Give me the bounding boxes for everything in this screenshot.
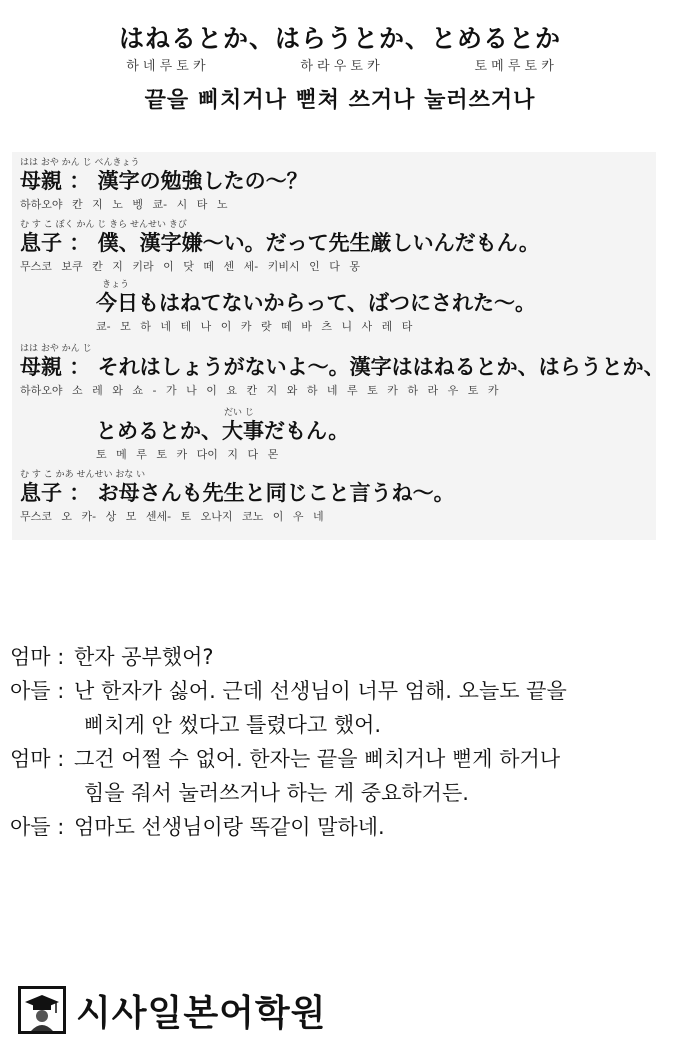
translation-text: 삐치게 안 썼다고 틀렸다고 했어. [84, 713, 382, 737]
korean-pronunciation: 하하오야 칸 지 노 벵 쿄- 시 타 노 [20, 198, 228, 211]
korean-pronunciation: 토 메 루 토 카 다이 지 다 몬 [96, 448, 279, 461]
korean-pronunciation: 하하오야 소 레 와 쇼 - 가 나 이 요 칸 지 와 하 네 루 토 카 하 라 우 토 카 [20, 384, 499, 397]
translation-line [10, 674, 670, 708]
furigana: はは おや かん じ [20, 344, 92, 354]
korean-pronunciation: 쿄- 모 하 네 테 나 이 카 랏 떼 바 츠 니 사 레 타 [96, 320, 413, 333]
dialogue-line-mother-2-cont: とめるとか、大事だもん。 [96, 419, 350, 443]
korean-translation [10, 640, 670, 844]
furigana: む す こ ぼく かん じ きら せんせい きび [20, 220, 187, 230]
translation-text: 난 한자가 싫어. 근데 선생님이 너무 엄해. 오늘도 끝을 [74, 679, 567, 703]
speaker-label: 엄마 : [10, 747, 65, 771]
translation-line [10, 810, 670, 844]
furigana: はは おや かん じ べんきょう [20, 158, 140, 168]
dialogue-line-son-1-cont: 今日もはねてないからって、ばつにされた～。 [96, 291, 537, 315]
speaker-label: 아들 : [10, 679, 65, 703]
translation-text: 한자 공부했어? [74, 645, 214, 669]
korean-pronunciation: 무스코 보쿠 칸 지 키라 이 닷 떼 센 세- 키비시 인 다 몽 [20, 260, 360, 273]
header-japanese-title: はねるとか、はらうとか、とめるとか [118, 24, 561, 53]
speaker-label: 아들 : [10, 815, 65, 839]
logo-name: 시사일본어학원 [76, 992, 327, 1034]
header-korean-meaning: 끝을 삐치거나 뻗쳐 쓰거나 눌러쓰거나 [144, 88, 536, 113]
header-pron-1: 하 네 루 토 카 [126, 59, 206, 74]
translation-line [10, 708, 670, 742]
japanese-dialogue-box [12, 152, 665, 540]
korean-pronunciation: 무스코 오 카- 상 모 센세- 토 오나지 코노 이 우 네 [20, 510, 324, 523]
graduate-emblem-icon [18, 986, 66, 1034]
dialogue-line-son-1: 息子 ： 僕、漢字嫌～い。だって先生厳しいんだもん。 [20, 231, 540, 255]
dialogue-line-mother-1: 母親 ： 漢字の勉強したの～？ [20, 169, 308, 193]
speaker-label: 엄마 : [10, 645, 65, 669]
dialogue-line-son-2: 息子 ： お母さんも先生と同じこと言うね～。 [20, 481, 455, 505]
translation-text: 힘을 줘서 눌러쓰거나 하는 게 중요하거든. [84, 781, 469, 805]
translation-line [10, 640, 670, 674]
header-block [60, 22, 620, 118]
sisa-logo [18, 985, 326, 1035]
translation-line [10, 742, 670, 776]
translation-text: 엄마도 선생님이랑 똑같이 말하네. [74, 815, 385, 839]
furigana: む す こ かあ せんせい おな い [20, 470, 146, 480]
furigana: きょう [102, 280, 130, 290]
translation-line [10, 776, 670, 810]
furigana: だい じ [224, 408, 254, 418]
header-pron-2: 하 라 우 토 카 [300, 59, 380, 74]
header-korean-pronunciation [60, 58, 620, 76]
header-pron-3: 토 메 루 토 카 [474, 59, 554, 74]
dialogue-line-mother-2: 母親 ： それはしょうがないよ～。漢字ははねるとか、はらうとか、 [20, 355, 665, 379]
translation-text: 그건 어쩔 수 없어. 한자는 끝을 삐치거나 뻗게 하거나 [74, 747, 561, 771]
